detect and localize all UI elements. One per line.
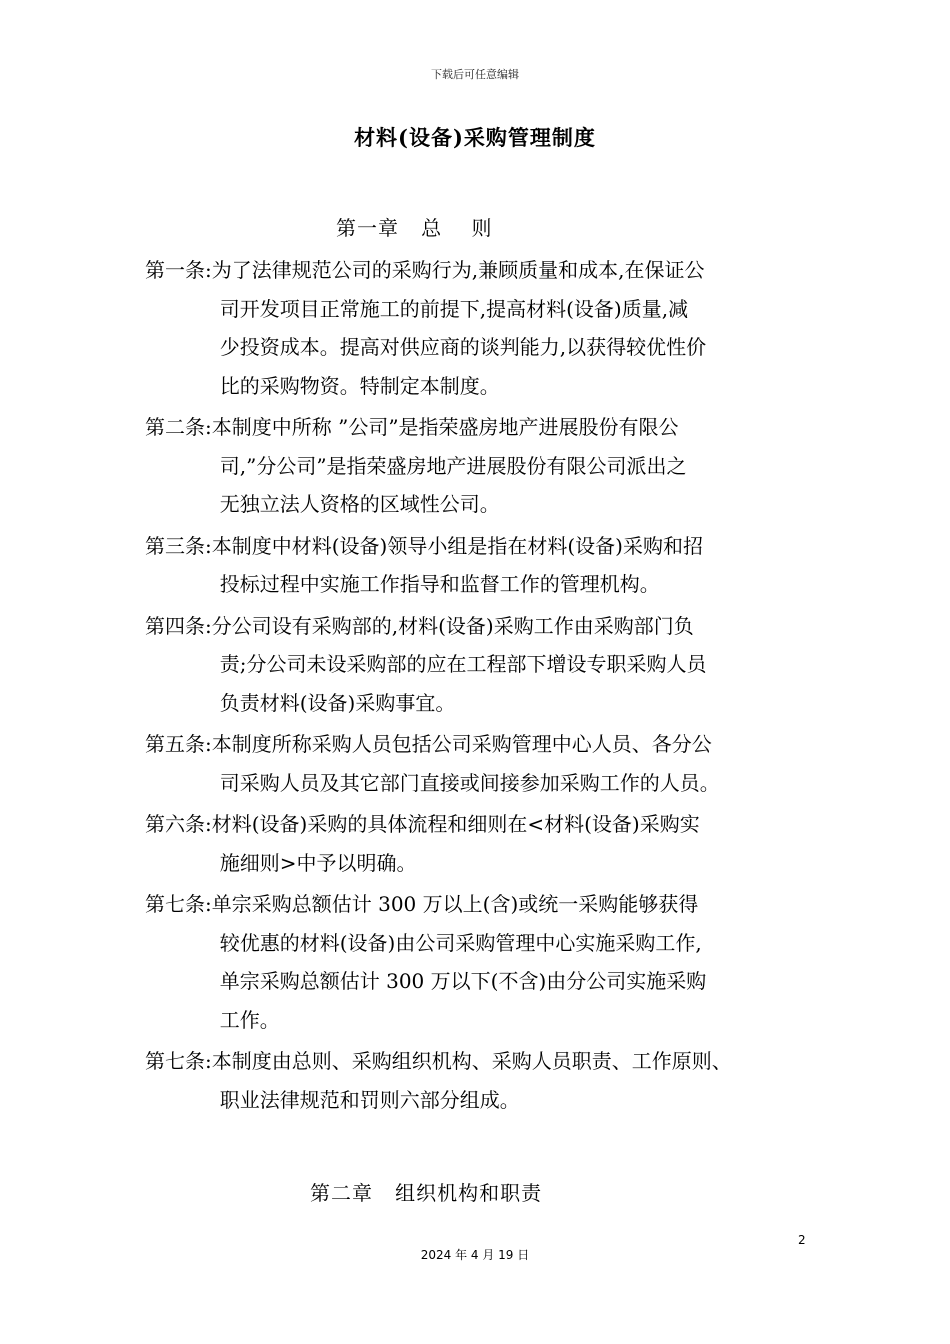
article: [145, 607, 835, 723]
article: [145, 725, 835, 802]
footer-date: 2024 年 4 月 19 日: [420, 1248, 530, 1262]
chapter-heading-2: 第二章 组织机构和职责: [310, 1181, 543, 1205]
article-line: 负责材料(设备)采购事宜。: [219, 690, 456, 715]
article-line: 职业法律规范和罚则六部分组成。: [219, 1087, 520, 1112]
article-label: 第七条:: [145, 892, 212, 916]
article-line: 材料(设备)采购的具体流程和细则在<材料(设备)采购实: [211, 812, 700, 836]
article: [145, 408, 835, 524]
articles-list: [145, 251, 835, 1122]
article-line: 为了法律规范公司的采购行为,兼顾质量和成本,在保证公: [211, 258, 705, 282]
document-title: 材料(设备)采购管理制度: [354, 125, 596, 150]
article-line: 司采购人员及其它部门直接或间接参加采购工作的人员。: [219, 770, 720, 795]
article-line: 比的采购物资。特制定本制度。: [219, 373, 500, 398]
article-label: 第五条:: [145, 732, 212, 756]
article-text: [212, 805, 835, 882]
article-line: 司,”分公司”是指荣盛房地产进展股份有限公司派出之: [219, 453, 687, 478]
article-line: 司开发项目正常施工的前提下,提高材料(设备)质量,减: [219, 296, 689, 321]
page-number: 2: [798, 1233, 806, 1247]
article-label: 第六条:: [145, 812, 212, 836]
article-text: [212, 251, 835, 405]
article: [145, 527, 835, 604]
article-text: [212, 725, 835, 802]
article-line: 本制度中所称 ”公司”是指荣盛房地产进展股份有限公: [211, 415, 679, 439]
article: [145, 251, 835, 405]
article: [145, 885, 835, 1039]
article-label: 第三条:: [145, 533, 212, 558]
header-note: 下载后可任意编辑: [431, 68, 519, 81]
article: [145, 1042, 835, 1119]
article-text: [212, 1042, 835, 1119]
article-line: 投标过程中实施工作指导和监督工作的管理机构。: [219, 572, 660, 596]
article-line: 本制度由总则、采购组织机构、采购人员职责、工作原则、: [211, 1049, 732, 1073]
article-line: 分公司设有采购部的,材料(设备)采购工作由采购部门负: [211, 613, 694, 638]
article-line: 施细则>中予以明确。: [219, 850, 417, 875]
article-label: 第四条:: [145, 613, 212, 638]
article-line: 单宗采购总额估计 300 万以下(不含)由分公司实施采购: [219, 969, 707, 993]
article-text: [212, 885, 835, 1039]
chapter-heading-1: 第一章 总 则: [336, 216, 493, 240]
article-line: 少投资成本。提高对供应商的谈判能力,以获得较优性价: [219, 335, 707, 359]
article-line: 单宗采购总额估计 300 万以上(含)或统一采购能够获得: [211, 892, 699, 916]
article: [145, 805, 835, 882]
article-label: 第二条:: [145, 415, 212, 439]
article-line: 本制度所称采购人员包括公司采购管理中心人员、各分公: [211, 732, 712, 756]
article-line: 责;分公司未设采购部的应在工程部下增设专职采购人员: [219, 652, 707, 676]
article-line: 较优惠的材料(设备)由公司采购管理中心实施采购工作,: [219, 930, 702, 955]
article-text: [212, 607, 835, 723]
article-label: 第一条:: [145, 258, 212, 282]
article-label: 第七条:: [145, 1049, 212, 1073]
article-text: [212, 408, 835, 524]
article-line: 无独立法人资格的区域性公司。: [219, 492, 500, 516]
article-line: 工作。: [219, 1007, 280, 1032]
article-text: [212, 527, 835, 604]
article-line: 本制度中材料(设备)领导小组是指在材料(设备)采购和招: [211, 533, 703, 558]
